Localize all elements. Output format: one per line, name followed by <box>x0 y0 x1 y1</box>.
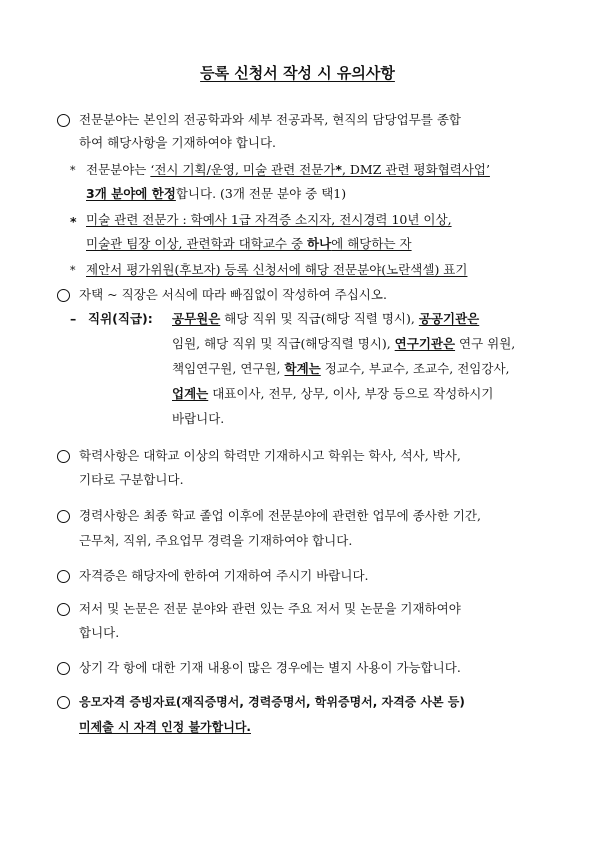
note-1-suffix: 합니다. (3개 전문 분야 중 택1) <box>175 186 347 201</box>
note-1-line-2 <box>86 188 346 201</box>
circle-bullet-icon <box>57 450 70 463</box>
section-8-line-1: 응모자격 증빙자료(재직증명서, 경력증명서, 학위증명서, 자격증 사본 등) <box>79 695 465 709</box>
position-line-3: 책임연구원, 연구원, 학계는 정교수, 부교수, 조교수, 전임강사, <box>172 361 510 376</box>
circle-bullet-icon <box>57 603 70 616</box>
note-1-star: * <box>70 164 76 177</box>
page-title: 등록 신청서 작성 시 유의사항 <box>200 64 395 82</box>
note-2-star: * <box>70 214 77 229</box>
note-1-line-1 <box>86 164 490 177</box>
note-1-prefix: 전문분야는 <box>86 162 151 177</box>
section-6-line-1: 저서 및 논문은 전문 분야와 관련 있는 주요 저서 및 논문을 기재하여야 <box>79 601 461 616</box>
section-2-line: 자택 ~ 직장은 서식에 따라 빠짐없이 작성하여 주십시오. <box>79 287 387 302</box>
section-1-line-2: 하여 해당사항을 기재하여야 합니다. <box>79 135 277 150</box>
section-7-line: 상기 각 항에 대한 기재 내용이 많은 경우에는 별지 사용이 가능합니다. <box>79 660 461 675</box>
note-2-line-1: 미술 관련 전문가 : 학예사 1급 자격증 소지자, 전시경력 10년 이상, <box>86 212 452 227</box>
position-label: 직위(직급): <box>88 311 153 326</box>
section-6-line-2: 합니다. <box>79 625 120 640</box>
circle-bullet-icon <box>57 289 70 302</box>
note-2-line-2: 미술관 팀장 이상, 관련학과 대학교수 중 하나에 해당하는 자 <box>86 236 412 251</box>
note-3-star: * <box>70 264 76 277</box>
circle-bullet-icon <box>57 570 70 583</box>
note-3-line: 제안서 평가위원(후보자) 등록 신청서에 해당 전문분야(노란색셀) 표기 <box>86 262 468 277</box>
circle-bullet-icon <box>57 696 70 709</box>
section-5-line: 자격증은 해당자에 한하여 기재하여 주시기 바랍니다. <box>79 568 369 583</box>
position-dash: – <box>70 311 77 326</box>
section-4-line-1: 경력사항은 최종 학교 졸업 이후에 전문분야에 관련한 업무에 종사한 기간, <box>79 508 481 523</box>
circle-bullet-icon <box>57 662 70 675</box>
section-1-line-1: 전문분야는 본인의 전공학과와 세부 전공과목, 현직의 담당업무를 종합 <box>79 112 461 127</box>
section-3-line-1: 학력사항은 대학교 이상의 학력만 기재하시고 학위는 학사, 석사, 박사, <box>79 448 461 463</box>
position-line-2: 임원, 해당 직위 및 직급(해당직렬 명시), 연구기관은 연구 위원, <box>172 336 516 351</box>
note-1-fields: ‘전시 기획/운영, 미술 관련 전문가*, DMZ 관련 평화협력사업’ <box>150 162 490 177</box>
section-4-line-2: 근무처, 직위, 주요업무 경력을 기재하여야 합니다. <box>79 533 353 548</box>
note-1-limit: 3개 분야에 한정 <box>86 186 176 201</box>
position-line-4: 업계는 대표이사, 전무, 상무, 이사, 부장 등으로 작성하시기 <box>172 386 494 401</box>
position-line-1: 공무원은 해당 직위 및 직급(해당 직렬 명시), 공공기관은 <box>172 311 480 326</box>
circle-bullet-icon <box>57 510 70 523</box>
section-3-line-2: 기타로 구분합니다. <box>79 472 184 487</box>
section-8-line-2: 미제출 시 자격 인정 불가합니다. <box>79 720 251 734</box>
position-line-5: 바랍니다. <box>172 411 225 426</box>
circle-bullet-icon <box>57 114 70 127</box>
